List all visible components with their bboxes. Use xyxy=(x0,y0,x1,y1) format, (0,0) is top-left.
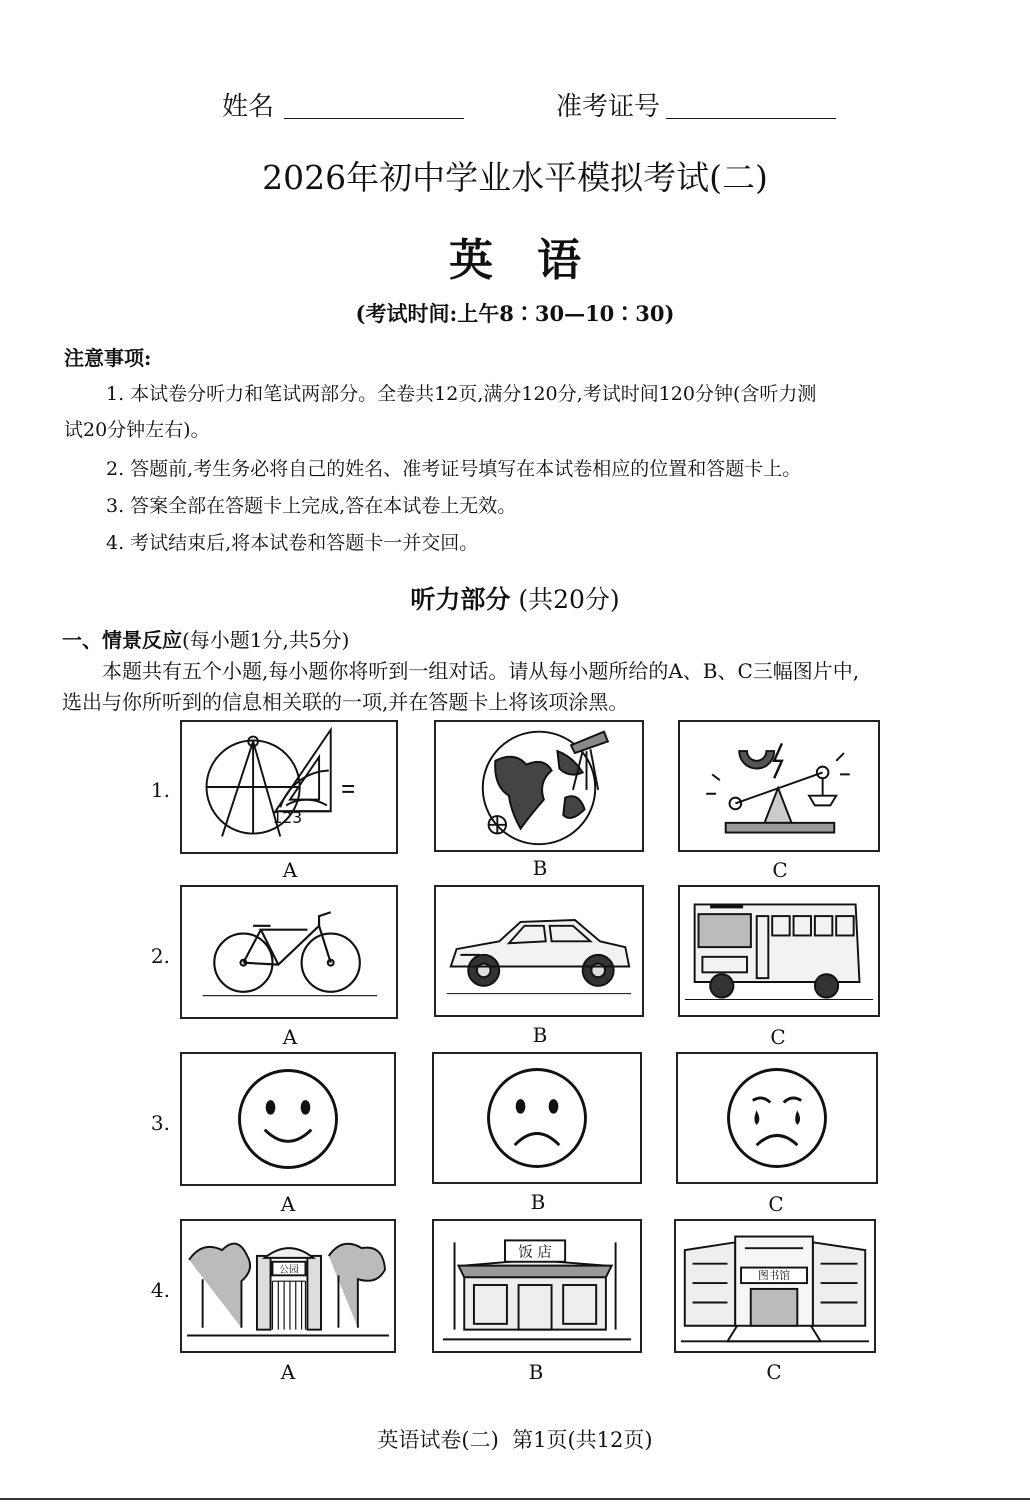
notice-item-4 xyxy=(64,525,974,561)
question-number: 1. xyxy=(150,778,170,802)
listening-score: (共20分) xyxy=(518,585,620,614)
q2-option-a-image[interactable] xyxy=(180,885,398,1019)
q3-option-c-image[interactable] xyxy=(676,1052,878,1184)
q2-option-c-letter: C xyxy=(770,1025,786,1049)
q3-option-b-image[interactable] xyxy=(432,1052,642,1184)
notice-item-1-cont xyxy=(64,412,974,448)
q4-option-c-letter: C xyxy=(766,1360,782,1384)
notice-text-1: 1. 本试卷分听力和笔试两部分。全卷共12页,满分120分,考试时间120分钟(含听力测 xyxy=(106,383,817,405)
physics-lever-icon xyxy=(680,722,878,850)
library-icon xyxy=(676,1221,874,1351)
library-sign: 图书馆 xyxy=(758,1269,791,1283)
q4-option-b-letter: B xyxy=(528,1360,544,1384)
q2-option-a-letter: A xyxy=(282,1025,298,1049)
restaurant-icon xyxy=(434,1221,640,1351)
bus-icon xyxy=(680,887,878,1015)
part1-instruction xyxy=(62,656,974,718)
name-label: 姓名 xyxy=(222,92,275,122)
subject-title: 英语 xyxy=(449,235,625,286)
q1-option-a-letter: A xyxy=(282,858,298,882)
exam-time: (考试时间:上午8∶30—10∶30) xyxy=(355,301,675,326)
park-gate-icon xyxy=(182,1221,394,1351)
part1-title: 一、情景反应 xyxy=(62,628,182,652)
part1-score: (每小题1分,共5分) xyxy=(182,628,350,652)
q2-option-b-letter: B xyxy=(532,1023,548,1047)
q3-option-a-image[interactable] xyxy=(180,1052,396,1186)
exam-id-label: 准考证号 xyxy=(556,92,661,122)
q4-option-a-letter: A xyxy=(280,1360,296,1384)
sad-face-icon xyxy=(434,1054,640,1182)
globe-geography-icon xyxy=(436,722,642,850)
name-blank[interactable] xyxy=(284,118,464,119)
notice-item-1 xyxy=(64,376,974,412)
q2-option-b-image[interactable] xyxy=(434,885,644,1017)
q1-option-b-letter: B xyxy=(532,856,548,880)
instruction-line-1: 本题共有五个小题,每小题你将听到一组对话。请从每小题所给的A、B、C三幅图片中, xyxy=(102,659,860,683)
svg-text:123: 123 xyxy=(272,808,303,827)
page-footer: 英语试卷(二) 第1页(共12页) xyxy=(377,1428,653,1452)
exam-title: 2026年初中学业水平模拟考试(二) xyxy=(262,158,768,197)
page-edge-line xyxy=(0,1498,1030,1500)
q3-option-a-letter: A xyxy=(280,1192,296,1216)
q3-option-c-letter: C xyxy=(768,1192,784,1216)
math-tools-icon xyxy=(182,722,396,852)
happy-face-icon xyxy=(182,1054,394,1184)
notice-item-3 xyxy=(64,488,974,524)
q3-option-b-letter: B xyxy=(530,1190,546,1214)
question-number: 4. xyxy=(150,1278,170,1302)
q2-option-c-image[interactable] xyxy=(678,885,880,1017)
park-sign: 公园 xyxy=(279,1264,299,1276)
crying-face-icon xyxy=(678,1054,876,1182)
car-icon xyxy=(436,887,642,1015)
notice-text-3: 3. 答案全部在答题卡上完成,答在本试卷上无效。 xyxy=(106,495,517,517)
question-number: 3. xyxy=(150,1111,170,1135)
notice-text-4: 4. 考试结束后,将本试卷和答题卡一并交回。 xyxy=(106,532,479,554)
q4-option-b-image[interactable] xyxy=(432,1219,642,1353)
notice-item-2 xyxy=(64,451,974,487)
q4-option-c-image[interactable] xyxy=(674,1219,876,1353)
notice-heading: 注意事项: xyxy=(64,346,152,370)
listening-title: 听力部分 xyxy=(410,585,511,614)
bicycle-icon xyxy=(182,887,396,1017)
instruction-line-2: 选出与你所听到的信息相关联的一项,并在答题卡上将该项涂黑。 xyxy=(62,690,629,714)
notice-text-1b: 试20分钟左右)。 xyxy=(64,419,210,441)
q1-option-a-image[interactable] xyxy=(180,720,398,854)
exam-id-blank[interactable] xyxy=(666,118,836,119)
candidate-fields xyxy=(0,86,1030,126)
q4-option-a-image[interactable] xyxy=(180,1219,396,1353)
part1-heading xyxy=(62,624,349,653)
q1-option-b-image[interactable] xyxy=(434,720,644,852)
notice-text-2: 2. 答题前,考生务必将自己的姓名、准考证号填写在本试卷相应的位置和答题卡上。 xyxy=(106,458,802,480)
question-number: 2. xyxy=(150,944,170,968)
q1-option-c-letter: C xyxy=(772,858,788,882)
q1-option-c-image[interactable] xyxy=(678,720,880,852)
restaurant-sign: 饭 店 xyxy=(518,1243,552,1261)
listening-section-title xyxy=(0,580,1030,616)
